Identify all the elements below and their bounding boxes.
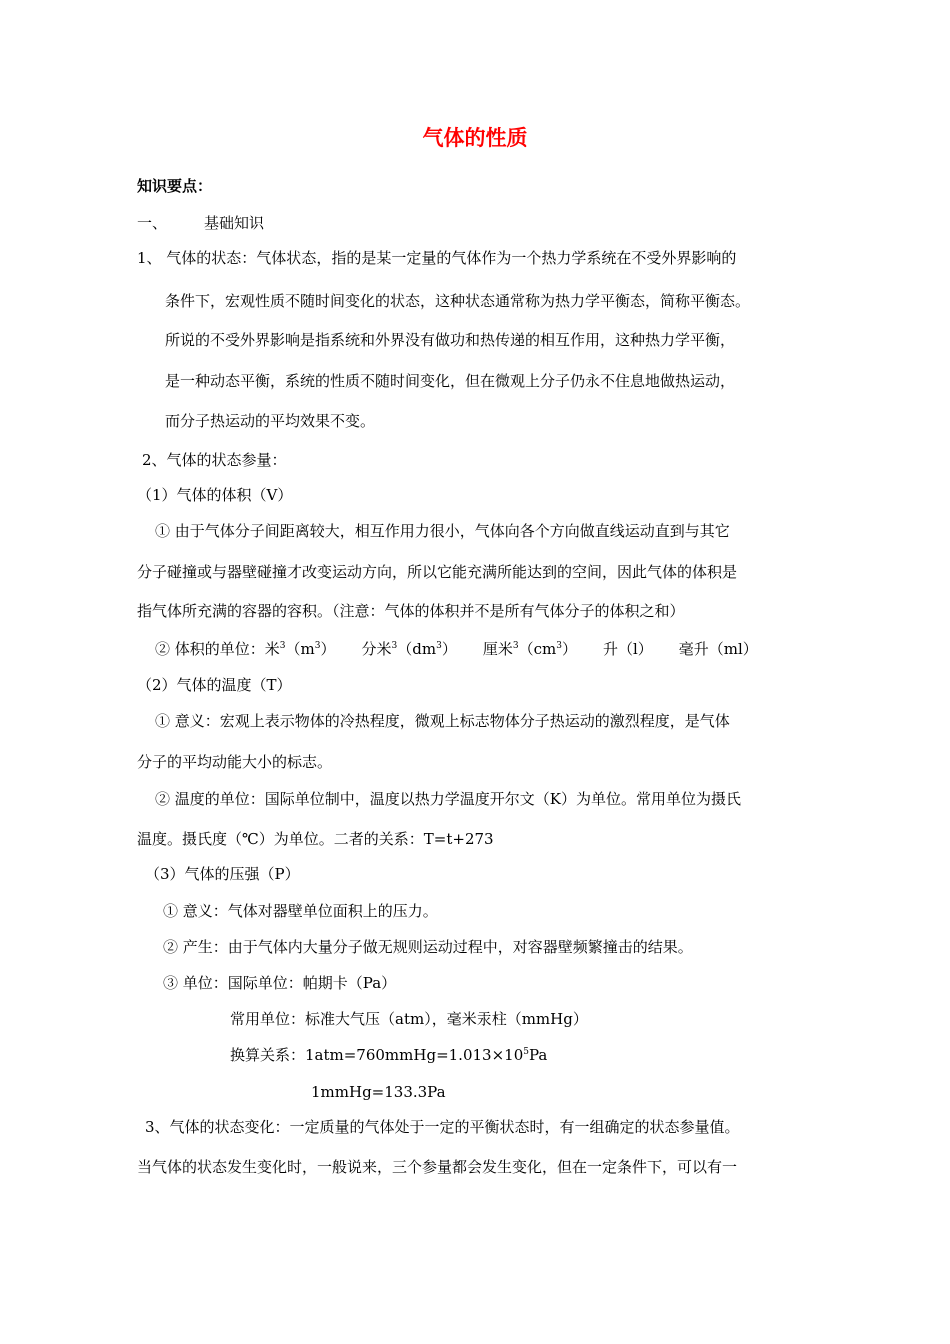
section-label: 基础知识	[204, 214, 265, 232]
subsection-heading: （2）气体的温度（T）	[137, 676, 292, 694]
paren: ）	[441, 640, 457, 658]
superscript: 3	[314, 641, 321, 651]
paragraph-line: 常用单位：标准大气压（atm），毫米汞柱（mmHg）	[230, 1010, 588, 1028]
unit-cubic-decimeter-symbol: （dm	[397, 640, 437, 658]
paren: ）	[320, 640, 336, 658]
paragraph-line: 条件下，宏观性质不随时间变化的状态，这种状态通常称为热力学平衡态，简称平衡态。	[165, 292, 751, 310]
paragraph-line: 分子的平均动能大小的标志。	[137, 753, 333, 771]
paragraph-line: ② 温度的单位：国际单位制中，温度以热力学温度开尔文（K）为单位。常用单位为摄氏	[155, 790, 741, 808]
paragraph-line: 1mmHg=133.3Pa	[311, 1083, 446, 1101]
unit-milliliter: 毫升（ml）	[678, 640, 758, 658]
subsection-heading: 2、气体的状态参量：	[142, 451, 287, 469]
paragraph-line: ① 意义：气体对器壁单位面积上的压力。	[163, 902, 438, 920]
superscript: 3	[556, 641, 562, 651]
conversion-line	[230, 1045, 547, 1065]
paragraph-line: ① 意义：宏观上表示物体的冷热程度，微观上标志物体分子热运动的激烈程度，是气体	[155, 712, 730, 730]
volume-units-prefix: ② 体积的单位：	[155, 640, 265, 658]
unit-cubic-centimeter-symbol: （cm	[518, 640, 557, 658]
paragraph-line: 1、 气体的状态：气体状态，指的是某一定量的气体作为一个热力学系统在不受外界影响的	[137, 249, 737, 267]
paragraph-line: ① 由于气体分子间距离较大，相互作用力很小，气体向各个方向做直线运动直到与其它	[155, 522, 730, 540]
volume-units-line	[155, 639, 758, 659]
section-number: 一、	[137, 214, 168, 232]
paragraph-line: 而分子热运动的平均效果不变。	[165, 412, 376, 430]
unit-cubic-meter-symbol: （m	[285, 640, 315, 658]
unit-liter: 升（l）	[602, 640, 653, 658]
paragraph-line: 分子碰撞或与器壁碰撞才改变运动方向，所以它能充满所能达到的空间，因此气体的体积是	[137, 563, 738, 581]
paragraph-line: 当气体的状态发生变化时，一般说来，三个参量都会发生变化，但在一定条件下，可以有一	[137, 1158, 738, 1176]
paragraph-line: ② 产生：由于气体内大量分子做无规则运动过程中，对容器壁频繁撞击的结果。	[163, 938, 693, 956]
superscript: 3	[391, 641, 398, 651]
paragraph-line: 3、气体的状态变化：一定质量的气体处于一定的平衡状态时，有一组确定的状态参量值。	[145, 1118, 740, 1136]
paragraph-line: 指气体所充满的容器的容积。（注意：气体的体积并不是所有气体分子的体积之和）	[137, 602, 685, 620]
conversion-text: 换算关系：1atm=760mmHg=1.013×10	[230, 1046, 524, 1064]
superscript: 5	[523, 1047, 529, 1057]
paragraph-line: 所说的不受外界影响是指系统和外界没有做功和热传递的相互作用，这种热力学平衡，	[165, 331, 736, 349]
superscript: 3	[512, 641, 519, 651]
document-title: 气体的性质	[422, 126, 528, 150]
paragraph-line: ③ 单位：国际单位：帕期卡（Pa）	[163, 974, 397, 992]
superscript: 3	[279, 641, 286, 651]
conversion-unit: Pa	[528, 1046, 548, 1064]
paragraph-line: 温度。摄氏度（℃）为单位。二者的关系：T=t+273	[137, 830, 494, 848]
section-heading: 知识要点：	[137, 177, 213, 195]
unit-cubic-centimeter: 厘米	[482, 640, 513, 658]
subsection-heading: （3）气体的压强（P）	[145, 865, 300, 883]
paren: ）	[561, 640, 577, 658]
subsection-heading: （1）气体的体积（V）	[137, 486, 293, 504]
unit-cubic-meter: 米	[264, 640, 280, 658]
unit-cubic-decimeter: 分米	[361, 640, 392, 658]
superscript: 3	[436, 641, 442, 651]
paragraph-line: 是一种动态平衡，系统的性质不随时间变化，但在微观上分子仍永不住息地做热运动，	[165, 372, 736, 390]
